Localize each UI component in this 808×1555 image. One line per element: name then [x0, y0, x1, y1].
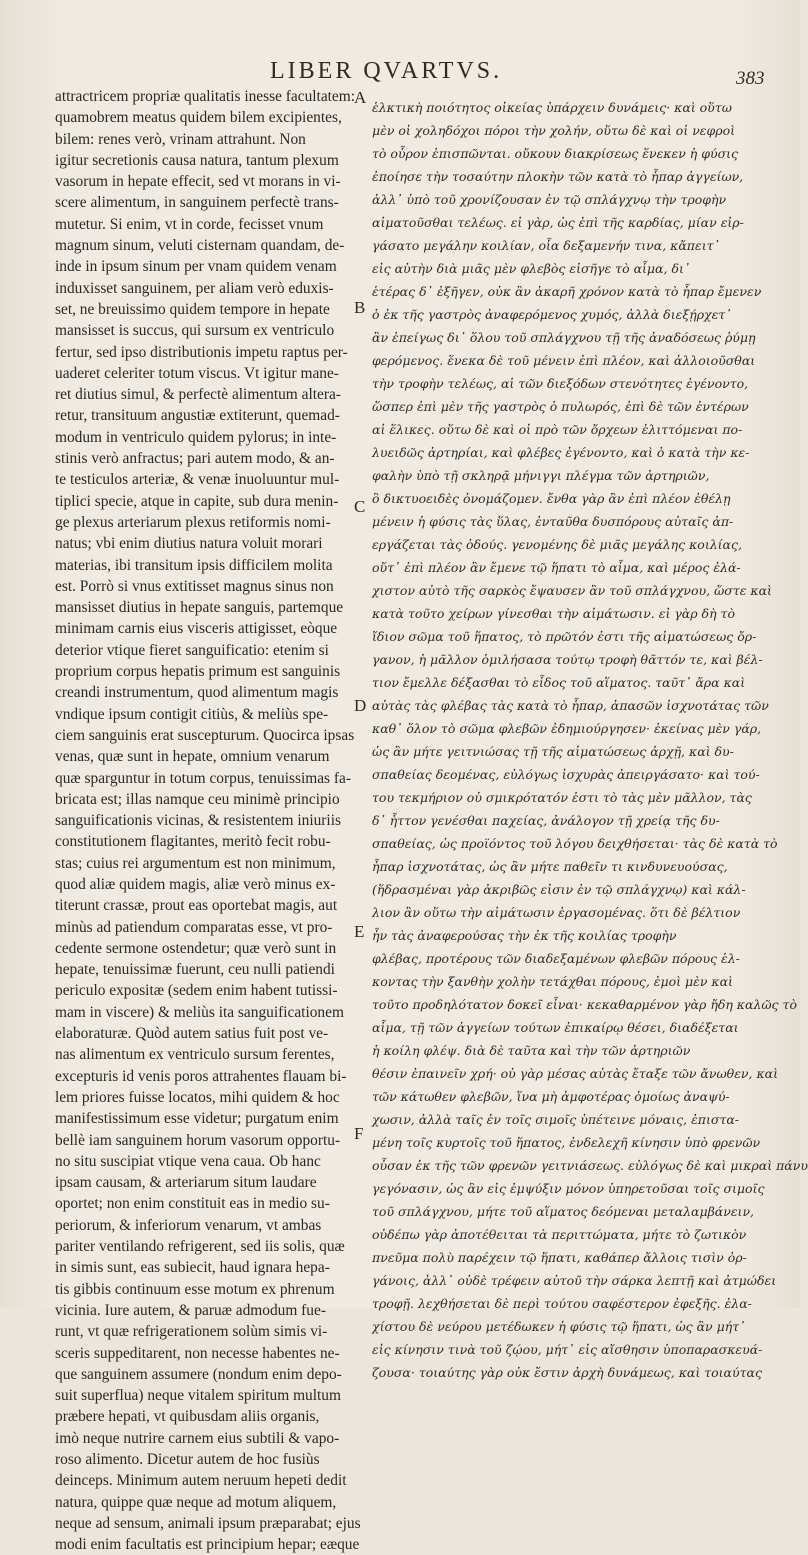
greek-text-line: ἂν ἐπείγως δι᾽ ὅλου τοῦ σπλάγχνου τῇ τῆς ἀναδόσεως ῥύμῃ: [372, 330, 756, 345]
latin-text-line: deterior vtique fieret sanguificatio: etenim si: [55, 641, 329, 659]
greek-text-line: καθ᾽ ὅλον τὸ σῶμα φλεβῶν ἐδημιούργησεν· ἐκείνας μὲν γάρ,: [372, 721, 762, 736]
latin-text-line: vasorum in hepate effecit, sed vt morans in vi-: [55, 173, 341, 191]
latin-text-line: induxisset sanguinem, per aliam verò eduxis-: [55, 279, 334, 297]
latin-text-line: elaboraturæ. Quòd autem satius fuit post ve-: [55, 1025, 329, 1043]
greek-text-line: εργάζεται τὰς ὁδούς. γενομένης δὲ μιᾶς μεγάλης κοιλίας,: [372, 537, 742, 552]
greek-text-line: οὔτ᾽ ἐπὶ πλέον ἂν ἔμενε τῷ ἥπατι τὸ αἷμα, καὶ μέρος ἐλά-: [372, 560, 741, 575]
greek-text-line: τοῦ σπλάγχνου, μήτε τοῦ αἵματος δεόμεναι μεταλαμβάνειν,: [372, 1204, 755, 1219]
latin-text-line: stinis verò anfractus; pari autem modo, & an-: [55, 450, 335, 468]
greek-text-line: οὖσαν ἐκ τῆς τῶν φρενῶν γειτνιάσεως. εὐλόγως δὲ καὶ μικραὶ πάνυ: [372, 1158, 808, 1173]
latin-text-line: mansisset diutius in hepate sanguis, partemque: [55, 599, 344, 617]
page-number: 383: [736, 68, 765, 89]
latin-text-line: deinceps. Minimum autem neruum hepeti dedit: [55, 1472, 347, 1490]
latin-text-line: minimam carnis eius visceris attigisset, eòque: [55, 620, 338, 638]
latin-text-line: venas, quæ sunt in hepate, omnium venarum: [55, 748, 330, 766]
margin-letter-d: D: [354, 696, 367, 715]
latin-text-line: hepate, tenuissimæ fuerunt, ceu nulli patiendi: [55, 961, 335, 979]
latin-text-line: uaderet celeriter totum viscus. Vt igitur mane-: [55, 364, 339, 382]
greek-text-line: οὐδέπω γὰρ ἀποτέθειται τὰ περιττώματα, μήτε τὸ ζωτικὸν: [372, 1227, 747, 1242]
latin-text-line: pariter ventilando refrigerent, sed iis solis, quæ: [55, 1238, 345, 1256]
latin-text-line: sceris suppeditarent, non necesse habentes ne-: [55, 1344, 340, 1362]
latin-text-line: tiplici specie, atque in capite, sub dura menin-: [55, 492, 339, 510]
latin-text-line: neque ad sensum, animali ipsum præparabat; ejus: [55, 1514, 361, 1532]
greek-text-line: γεγόνασιν, ὡς ἂν εἰς ἐμψύξιν μόνον ὑπηρετοῦσαι τοῖς σιμοῖς: [372, 1181, 765, 1196]
latin-text-line: que sanguinem assumere (nondum enim depo-: [55, 1365, 342, 1383]
greek-text-line: τῶν κάτωθεν φλεβῶν, ἵνα μὴ ἀμφοτέρας ὁμοίως ἀναψύ-: [372, 1089, 730, 1104]
latin-text-line: quamobrem meatus quidem bilem excipientes,: [55, 109, 342, 127]
greek-text-line: ἑτέρας δ᾽ ἐξῆγεν, οὐκ ἂν ἀκαρῆ χρόνον κατὰ τὸ ἧπαρ ἔμενεν: [372, 284, 762, 299]
latin-text-line: runt, vt quæ refrigerationem solùm simis vi-: [55, 1323, 328, 1341]
greek-text-line: ἑλκτικὴ ποιότητος οἰκείας ὑπάρχειν δυνάμεις· καὶ οὕτω: [372, 100, 732, 115]
latin-text-line: bilem: renes verò, vrinam attrahunt. Non: [55, 130, 306, 148]
greek-text-line: κατὰ τοῦτο χείρων γίνεσθαι τὴν αἱμάτωσιν. εἰ γὰρ δὴ τὸ: [372, 606, 735, 621]
greek-text-line: εἰς αὐτὴν διὰ μιᾶς μὲν φλεβὸς εἰσῆγε τὸ αἷμα, δι᾽: [372, 261, 691, 276]
latin-text-line: bellè iam sanguinem horum vasorum opportu-: [55, 1131, 341, 1149]
greek-text-line: τὸ οὖρον ἐπισπῶνται. οὔκουν διακρίσεως ἕνεκεν ἡ φύσις: [372, 146, 739, 161]
latin-text-line: oportet; non enim constituit eas in medio su-: [55, 1195, 330, 1213]
greek-text-line: δ᾽ ἧττον γενέσθαι παχείας, ἀνάλογον τῇ χρείᾳ τῆς δυ-: [372, 813, 720, 828]
latin-text-line: excepturis id venis poros attrahentes flauam bi-: [55, 1067, 347, 1085]
greek-text-line: ὁ ἐκ τῆς γαστρὸς ἀναφερόμενος χυμός, ἀλλὰ διεξῄρχετ᾽: [372, 307, 732, 322]
greek-text-line: αἱματοῦσθαι τελέως. εἰ γὰρ, ὡς ἐπὶ τῆς καρδίας, μίαν εἰρ-: [372, 215, 744, 230]
greek-text-line: τοῦτο προδηλότατον δοκεῖ εἶναι· κεκαθαρμένον γὰρ ἤδη καλῶς τὸ: [372, 997, 797, 1012]
greek-text-line: ἦν τὰς ἀναφερούσας τὴν ἐκ τῆς κοιλίας τροφὴν: [372, 928, 677, 943]
latin-text-line: scere alimentum, in sanguinem perfectè trans-: [55, 194, 339, 212]
latin-text-line: sanguificationis vicinas, & resistentem iniuriis: [55, 812, 341, 830]
greek-text-line: χωσιν, ἀλλὰ ταῖς ἐν τοῖς σιμοῖς ὑπέτεινε μόναις, ἐπιστα-: [372, 1112, 740, 1127]
greek-text-line: τιον ἔμελλε δέξασθαι τὸ εἶδος τοῦ αἵματος. ταῦτ᾽ ἄρα καὶ: [372, 675, 746, 690]
latin-text-line: quæ sparguntur in totum corpus, tenuissimas fa-: [55, 769, 351, 787]
latin-text-line: ge plexus arteriarum plexus retiformis nomi-: [55, 513, 331, 531]
greek-text-line: γάσατο μεγάλην κοιλίαν, οἷα δεξαμενήν τινα, κἄπειτ᾽: [372, 238, 720, 253]
latin-text-line: set, ne breuissimo quidem tempore in hepate: [55, 300, 330, 318]
latin-column: [55, 86, 361, 1555]
latin-text-line: magnum sinum, veluti cisternam quandam, de-: [55, 237, 345, 255]
greek-text-line: ἡ κοίλη φλέψ. διὰ δὲ ταῦτα καὶ τὴν τῶν ἀρτηριῶν: [372, 1043, 691, 1058]
latin-text-line: roso alimento. Dicetur autem de hoc fusiùs: [55, 1451, 320, 1468]
greek-text-line: ἴδιον σῶμα τοῦ ἥπατος, τὸ πρῶτόν ἐστι τῆς αἱματώσεως ὄρ-: [372, 629, 757, 644]
latin-text-line: modi enim facultatis est principium hepar; eæque: [55, 1536, 360, 1554]
margin-letter-e: E: [354, 922, 365, 941]
greek-text-line: ὥσπερ ἐπὶ μὲν τῆς γαστρὸς ὁ πυλωρός, ἐπὶ δὲ τῶν ἐντέρων: [372, 399, 749, 414]
latin-text-line: ipsam causam, & arteriarum situm laudare: [55, 1174, 317, 1192]
latin-text-line: cedente sermone ostendetur; quæ verò sunt in: [55, 939, 337, 957]
latin-text-line: te testiculos arteriæ, & venæ inuoluuntur mul-: [55, 471, 340, 489]
latin-text-line: tis gibbis continuum esse motum ex phrenum: [55, 1280, 335, 1298]
greek-text-line: εἰς κίνησιν τινὰ τοῦ ζῴου, μήτ᾽ εἰς αἴσθησιν ὑποπαρασκευά-: [372, 1342, 763, 1357]
latin-text-line: inde in ipsum sinum per vnam quidem venam: [55, 258, 337, 276]
latin-text-line: imò neque nutrire carnem eius subtili & vapo-: [55, 1429, 340, 1447]
greek-column: [372, 96, 808, 1384]
greek-text-line: φερόμενος. ἕνεκα δὲ τοῦ μένειν ἐπὶ πλέον, καὶ ἀλλοιοῦσθαι: [372, 353, 756, 368]
latin-text-line: igitur secretionis causa natura, tantum plexum: [55, 151, 339, 169]
latin-text-line: modum in ventriculo quidem pylorus; in inte-: [55, 428, 337, 446]
greek-text-line: σπαθείας δεομένας, εὐλόγως ἰσχυρὰς ἀπειργάσατο· καὶ τού-: [372, 767, 760, 782]
latin-text-line: in simis sunt, eas subiecit, haud ignara hepa-: [55, 1259, 330, 1277]
greek-text-line: τροφῇ. λεχθήσεται δὲ περὶ τούτου σαφέστερον ἐφεξῆς. ἐλα-: [372, 1296, 752, 1311]
latin-text-line: materias, ibi transitum ipsis difficilem molita: [55, 556, 333, 574]
margin-letter-a: A: [354, 88, 367, 107]
greek-text-line: αἱ ἕλικες. οὕτω δὲ καὶ οἱ πρὸ τῶν ὄρχεων ἑλιττόμεναι πο-: [372, 422, 743, 437]
latin-text-line: ret diutius simul, & perfectè alimentum altera-: [55, 386, 341, 404]
latin-text-line: periculo expositæ (sedem enim habent tutissi-: [55, 982, 338, 1000]
latin-text-line: constitutionem flagitantes, meritò fecit robu-: [55, 833, 331, 851]
greek-text-line: του τεκμήριον οὐ σμικρότατόν ἐστι τὸ τὰς μὲν μᾶλλον, τὰς: [372, 790, 752, 805]
latin-text-line: natura, quippe quæ neque ad motum aliquem,: [55, 1493, 337, 1511]
latin-text-line: ciem sanguinis erat suscepturum. Quocirca ipsas: [55, 726, 355, 744]
latin-text-line: attractricem propriæ qualitatis inesse facultatem:: [55, 88, 356, 105]
margin-letter-b: B: [354, 298, 366, 317]
greek-text-line: μὲν οἱ χοληδόχοι πόροι τὴν χολήν, οὕτω δὲ καὶ οἱ νεφροὶ: [372, 123, 736, 138]
greek-text-line: μένη τοῖς κυρτοῖς τοῦ ἥπατος, ἐνδελεχῆ κίνησιν ὑπὸ φρενῶν: [372, 1135, 761, 1150]
latin-text-line: suit superflua) neque vitalem spiritum multum: [55, 1387, 341, 1405]
latin-text-line: natus; vbi enim diutius natura voluit morari: [55, 535, 323, 553]
greek-text-line: σπαθείας, ὡς προϊόντος τοῦ λόγου δειχθήσεται· τὰς δὲ κατὰ τὸ: [372, 836, 778, 851]
latin-text-line: no situ suscipiat vtique vena caua. Ob hanc: [55, 1152, 321, 1170]
latin-text-line: manifestissimum esse videtur; purgatum enim: [55, 1110, 339, 1128]
latin-text-line: est. Porrò si vnus extitisset magnus sinus non: [55, 577, 334, 595]
latin-text-line: fertur, sed ipso distributionis impetu raptus per-: [55, 343, 348, 361]
latin-text-line: retur, transituum angustiæ extiterunt, quemad-: [55, 407, 340, 425]
latin-text-line: mansisset is succus, qui sursum ex ventriculo: [55, 322, 335, 340]
running-head: LIBER QVARTVS.: [270, 58, 503, 84]
latin-text-line: mutetur. Si enim, vt in corde, fecisset vnum: [55, 215, 324, 233]
latin-text-line: lem priores fuisse locatos, mihi quidem & hoc: [55, 1088, 340, 1106]
latin-text-line: præbere hepati, vt quibusdam aliis organis,: [55, 1408, 320, 1426]
greek-text-line: γανον, ἡ μᾶλλον ὁμιλήσασα τούτῳ τροφὴ θᾶττόν τε, καὶ βέλ-: [372, 652, 763, 667]
margin-letter-f: F: [354, 1124, 364, 1143]
greek-text-line: ἀλλ᾽ ὑπὸ τοῦ χρονίζουσαν ἐν τῷ σπλάγχνῳ τὴν τροφὴν: [372, 192, 727, 207]
latin-text-line: minùs ad patiendum comparatas esse, vt pro-: [55, 918, 333, 936]
latin-text-line: nas alimentum ex ventriculo sursum ferentes,: [55, 1046, 335, 1064]
greek-text-line: χιστον αὐτὸ τῆς σαρκὸς ἔψαυσεν ἂν τοῦ σπλάγχνου, ὥστε καὶ: [372, 583, 772, 598]
latin-text-line: creandi instrumentum, quod alimentum magis: [55, 684, 339, 702]
greek-text-line: φλέβας, προτέρους τῶν διαδεξαμένων φλεβῶν πόρους ἑλ-: [372, 951, 740, 966]
margin-letter-c: C: [354, 497, 366, 516]
greek-text-line: τὴν τροφὴν τελέως, αἱ τῶν διεξόδων στενότητες ἐγένοντο,: [372, 376, 749, 391]
latin-text-line: quod aliæ quidem magis, aliæ verò minus ex-: [55, 875, 336, 893]
latin-text-line: periorum, & inferiorum venarum, vt ambas: [55, 1216, 322, 1234]
latin-text-line: bricata est; illas namque ceu minimè principio: [55, 790, 340, 808]
greek-text-line: φαλὴν ὑπὸ τῇ σκληρᾷ μήνιγγι πλέγμα τῶν ἀρτηριῶν,: [372, 468, 710, 483]
greek-text-line: ὃ δικτυοειδὲς ὀνομάζομεν. ἔνθα γὰρ ἂν ἐπὶ πλέον ἐθέλῃ: [372, 491, 731, 506]
greek-text-line: θέσιν ἐπαινεῖν χρή· οὐ γὰρ μέσας αὐτὰς ἔταξε τῶν ἄνωθεν, καὶ: [372, 1066, 778, 1081]
latin-text-line: vicinia. Iure autem, & paruæ admodum fue-: [55, 1301, 326, 1319]
latin-text-line: titerunt crassæ, prout eas oportebat magis, aut: [55, 897, 338, 915]
greek-text-line: λιον ἂν οὕτω τὴν αἱμάτωσιν ἐργασομένας. ὅτι δὲ βέλτιον: [372, 905, 741, 920]
greek-text-line: μένειν ἡ φύσις τὰς ὕλας, ἐνταῦθα δυσπόρους αὐταῖς ἀπ-: [372, 514, 734, 529]
greek-text-line: πνεῦμα πολὺ παρέχειν τῷ ἥπατι, καθάπερ ἄλλοις τισὶν ὀρ-: [372, 1250, 747, 1265]
greek-text-line: ὡς ἂν μήτε γειτνιώσας τῇ τῆς αἱματώσεως ἀρχῇ, καὶ δυ-: [372, 744, 734, 759]
latin-text-line: stas; cuius rei argumentum est non minimum,: [55, 854, 336, 872]
greek-text-line: ἐποίησε τὴν τοσαύτην πλοκὴν τῶν κατὰ τὸ ἧπαρ ἀγγείων,: [372, 169, 744, 184]
greek-text-line: ἧπαρ ἰσχνοτάτας, ὡς ἂν μήτε παθεῖν τι κινδυνευούσας,: [372, 859, 728, 874]
greek-text-line: κοντας τὴν ξανθὴν χολὴν τετάχθαι πόρους, ἐμοὶ μὲν καὶ: [372, 974, 733, 989]
latin-text-line: vndique ipsum contigit citiùs, & meliùs spe-: [55, 705, 329, 723]
greek-text-line: (ἥδρασμέναι γὰρ ἀκριβῶς εἰσιν ἐν τῷ σπλάγχνῳ) καὶ κάλ-: [372, 882, 746, 897]
greek-text-line: γάνοις, ἀλλ᾽ οὐδὲ τρέφειν αὐτοῦ τὴν σάρκα λεπτῇ καὶ ἀτμώδει: [372, 1273, 777, 1288]
greek-text-line: λυειδῶς ἀρτηρίαι, καὶ φλέβες ἐγένοντο, καὶ ὁ κατὰ τὴν κε-: [372, 445, 750, 460]
latin-text-line: mam in viscere) & meliùs ita sanguificationem: [55, 1003, 344, 1021]
greek-text-line: χίστου δὲ νεύρου μετέδωκεν ἡ φύσις τῷ ἥπατι, ὡς ἂν μήτ᾽: [372, 1319, 746, 1334]
latin-text-line: proprium corpus hepatis primum est sanguinis: [55, 663, 341, 681]
greek-text-line: αἷμα, τῇ τῶν ἀγγείων τούτων ἐπικαίρῳ θέσει, διαδέξεται: [372, 1020, 739, 1035]
greek-text-line: αὐτὰς τὰς φλέβας τὰς κατὰ τὸ ἧπαρ, ἁπασῶν ἰσχνοτάτας τῶν: [372, 698, 769, 713]
greek-text-line: ζουσα· τοιαύτης γὰρ οὐκ ἔστιν ἀρχὴ δυνάμεως, καὶ τοιαύτας: [372, 1365, 762, 1380]
